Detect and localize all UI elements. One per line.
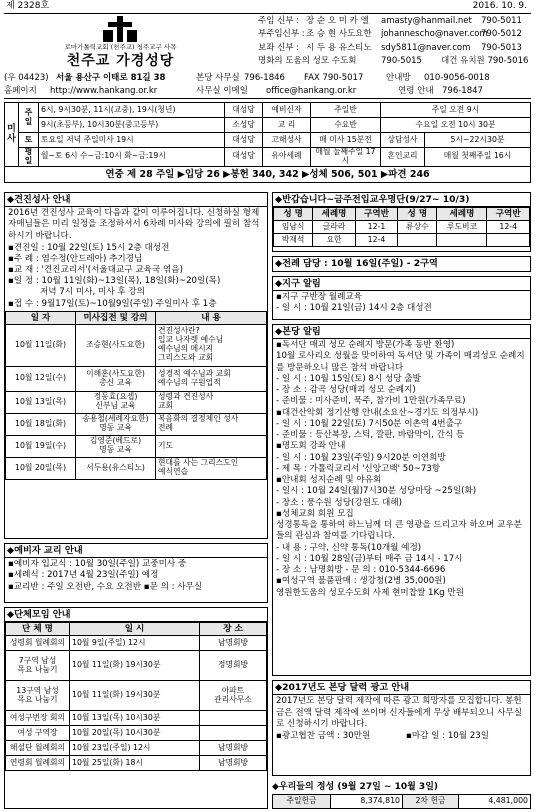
contact-row: 명화의 도움의 성모 수도회 790-5015 대건 유치원 790-5016 <box>258 56 529 67</box>
issue-number: 제 2328호 <box>6 1 50 11</box>
contact-row: 보좌 신부 : 시 두 용 유스티노 sdy5811@naver.com 790-5013 <box>258 42 522 53</box>
liturgy-duty-title: ◆전례 담당 : 10월 16일(주일) - 2구역 <box>275 258 438 269</box>
offering-table: 주일헌금 8,374,810 2차 헌금 4,481,000 <box>272 794 531 809</box>
offering-title: ◆우리들의 정성 (9월 27일 ~ 10월 3일) <box>272 782 439 792</box>
catechumen-title: ◆예비자 교리 안내 <box>5 544 267 558</box>
church-name: 천주교 가경성당 <box>66 53 175 69</box>
address-line: (우 04423) 서울 용산구 이태로 81길 38 본당 사무실 796-1846 FAX 790-5017 안내방 010-9056-0018 <box>4 72 490 83</box>
catechumen-section: ◆예비자 교리 안내 ▪예비자 입교식 : 10월 30일(주일) 교중미사 중 ▪세례식 : 2017년 4월 23일(주일) 예정 ▪교리반 : 주일 오전반, 수요 오전반 ▪문 의 : 사무실 <box>4 543 268 603</box>
parish-notice-title: ◆본당 알림 <box>273 325 530 339</box>
liturgy-notice: 연중 제 28 주일 ▶입당 26 ▶봉헌 340, 342 ▶성체 506, 501 ▶파견 246 <box>4 167 531 183</box>
contact-row: 주임 신부 : 장 순 오 미 카 엘 amasty@hanmail.net 790-5011 <box>258 15 522 26</box>
district-section: ◆지구 알림 ▪지구 구반장 월례교육 - 일 시 : 10월 21일(금) 14시 2층 대성전 <box>272 276 531 320</box>
mass-schedule: 미 사 주일 6시, 9시30분, 11시(교중), 19시(청년) 대성당 예비신자 주일반 주일 오전 9시 9시(초등부), 10시30분(중고등부) 소성당 교 리 수요반 수요일 오전 10시 30분 토 토요일 저녁 주일미사 19시 대성당 고해성사 매 미사 15분전 상담성사 5시~22시30분 평일 월~토 6시 수~금:10시 화~금:19시 대성당 유아세례 매월 둘째주일 17시 혼인교리 매월 첫째주일 16시 연중 제 28 주일 ▶입당 26 ▶봉헌 340, 342 ▶성체 506, 501 ▶파견 246 <box>4 102 531 183</box>
newcomers-table: 성 명 세례명 구역반 성 명 세례명 구역반 임남식 글라라 12-1 류상수 루도비코 12-4 박재석 요한 12-4 <box>273 207 530 247</box>
district-title: ◆지구 알림 <box>273 277 530 291</box>
church-logo <box>18 16 223 68</box>
church-icon <box>100 16 140 42</box>
confirmation-section <box>4 192 268 539</box>
confirmation-table: 일 자 미사집전 및 강의 내 용 10월 11일(화) 조승현(사도요한) 견진성사란? 입교 나자렛 예수님 예수님의 메시지 그리스도와 교회 10월 12일(수) 이해훈(사도요한) 총신 교육 성경적 예수님과 교회 예수님의 구원업적 10월 13일(목) 정동효(요셉) 신부님 교육 성령과 견진성사 교회 10월 18일(화) 송용철(세례자요한) 명동 교육 복음화의 결정체인 성사 전례 10월 19일(수) 김영준(베드로) 명동 교육 기도 10월 20일(목) 서두용(유스티노) 현대를 사는 그리스도인 예식연습 <box>5 311 267 480</box>
calendar-ad-section: ◆2017년도 본당 달력 광고 안내 2017년도 본당 달력 제작에 따른 광고 희망자를 모집합니다. 봉헌금은 전액 달력 제작에 쓰이며 신자들에게 무상 배부되오니 사무실로 신청하시기 바랍니다. ▪광고협찬 금액 : 30만원 ▪마감 일 : 10월 23일 <box>272 680 531 776</box>
page-header <box>4 0 531 14</box>
mass-label: 미 사 <box>5 103 19 167</box>
newcomers-title: ◆반갑습니다~금주전입교우명단(9/27~ 10/3) <box>273 193 530 207</box>
homepage-link[interactable]: http://www.hankang.or.kr <box>50 86 158 97</box>
confirmation-body: 2016년 견진성사 교육이 다음과 같이 이루어집니다. 신청하실 형제 자매님들은 미리 일정을 조정하셔서 6차례 미사와 강의에 필히 참석하시기 바랍니다. <box>8 208 260 241</box>
parish-notice-body: ▪독서단 매괴 성모 순례지 방문(가족 동반 환영) 10월 로사리오 성월을 맞이하여 독서단 및 가족이 매괴성모 순례지를 방문하오니 많은 참석 바랍니다 - 일 시 : 10월 15일(토) 8시 성당 출발 - 장 소 : 감곡 성당(매괴 성모 순례지) - 준비물 : 미사준비, 묵주, 참가비 1만원(가족무료) ▪대건산악회 정기산행 안내(소요산~경기도 의정부시) - 일 시 : 10월 22일(토) 7시50분 이촌역 4번출구 - 준비물 : 등산복장, 스틱, 깔판, 바람막이, 간식 등 ▪명도회 강좌 안내 - 일 시 : 10월 23일(주일) 9시20분 이연희방 - 제 목 : 가톨릭교리서 '신앙고백' 50~73항 ▪안내회 성지순례 및 야유회 - 일시 : 10월 24일(월)7시30분 성당마당 ~25일(화) - 장소 : 풍수원 성당(강원도 대해) ▪성체교회 회원 모집 성경통독을 통하여 하느님께 더 큰 영광을 드리고자 하오며 교우분들의 관심과 참여를 기다립니다. - 내 용 : 구약, 신약 통독(10개월 예정) - 일 시 : 10월 28일(금)부터 매주 금 14시 - 17시 - 장 소 : 남명회방 - 문 의 : 010-5344-6696 ▪여성구역 물품판매 : 생강청(2병 35,000원) 영원한도움의 성모수도회 사제 현미찹쌀 1Kg 만원 <box>276 340 525 598</box>
groups-table: 단 체 명 일 시 장 소 성령회 월례회의 10월 9일(주일) 12시 남명회방 7구역 남성 목요 나눔기 10월 11일(화) 19시30분 정명회방 13구역 남성 목요 나눔기 10월 11일(화) 19시30분 아파트 관리사무소 여성구번장 회의 10월 13일(목) 10시30분 여성 구역장 10월 20일(목) 10시30분 해설단 월례회의 10월 23일(주일) 12시 남명회방 연령회 월례회의 10월 25일(화) 18시 남명회방 <box>5 622 267 771</box>
groups-section <box>4 607 268 809</box>
newcomers-section <box>272 192 531 252</box>
contact-list <box>258 14 532 68</box>
offering-section <box>272 780 531 810</box>
calendar-ad-title: ◆2017년도 본당 달력 광고 안내 <box>273 681 530 695</box>
groups-title: ◆단체모임 안내 <box>5 608 267 622</box>
issue-date: 2016. 10. 9. <box>472 1 527 11</box>
office-email-link[interactable]: office@hankang.or.kr <box>266 86 357 97</box>
contact-row: 부주임신부 : 조 승 현 사도요한 johannescho@naver.com 790-5012 <box>258 29 522 40</box>
confirmation-items: ▪견진일 : 10월 22일(토) 15시 2층 대성전 ▪주 례 : 염수정(안드레아) 추기경님 ▪교 재 : '견진교리서'(서울대교구 교육국 엮음) ▪일 정 : 10월 11일(화)~13일(목), 18일(화)~20일(목) 저녁 7시 미사, 미사 후 강의 ▪접 수 : 9월17일(토)~10월9일(주일) 주일미사 후 1층 <box>8 242 221 309</box>
confirmation-title: ◆견진성사 안내 <box>5 193 267 207</box>
liturgy-duty-section <box>272 256 531 272</box>
web-line: 홈페이지 http://www.hankang.or.kr 사무실 이메일 office@hankang.or.kr 연령 안내 796-1847 <box>4 85 531 99</box>
parish-notice-section <box>272 324 531 676</box>
logo-subtitle: 로마가톨릭교회 (천주교) 청주교구 사목 <box>64 43 177 51</box>
